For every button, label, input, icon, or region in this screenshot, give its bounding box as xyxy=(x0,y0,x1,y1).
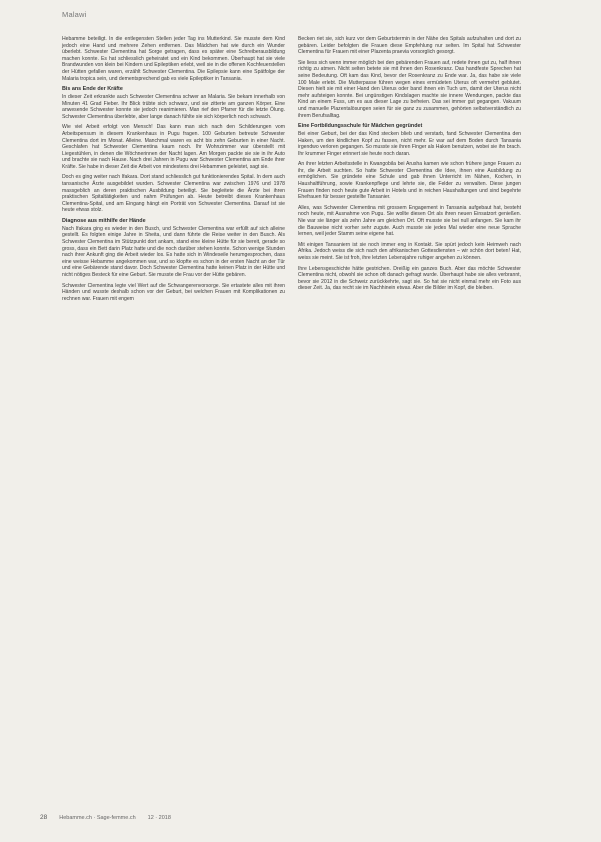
right-column-paragraph: Ihre Lebensgeschichte hätte gestrichen. Dreißig ein ganzes Buch. Aber das möchte Schwester Clementina nicht, obwohl sie schon oft danach gefragt wurde. Überhaupt habe sie alles verbrannt, bevor sie 2012 in die Schweiz zurückkehrte, sagt sie. So hat sie nicht einmal mehr ein Foto aus dieser Zeit. Ja, das recht sie im Nachhinein etwas. Aber die Bilder im Kopf, die bleiben. xyxy=(298,265,521,292)
left-column-paragraph: Hebamme beteiligt. In die entlegensten Stellen jeder Tag ins Mutterkind. Sie musste dem Kind jedoch eine Hand und mehrere Zehen entfernen. Das Mädchen hat wie durch ein Wunder überlebt. Schwester Clementina hat Sorge getragen, dass es später eine Schreiberausbildung machen konnte. Es hat schliesslich geheiratet und ein Kind bekommen. Überhaupt hat sie viele Brandwunden von klein bei Kindern und Epileptiken erlebt, weil sie in die offenen Kochfeuerstellen der Hütten gefallen waren, erzählt Schwester Clementina. Die Epilepsie kann eine Spätfolge der Malaria tropica sein, und dementsprechend gab es viele Epileptiker in Tansania. xyxy=(62,36,285,82)
right-column-heading: Eine Fortbildungsschule für Mädchen gegründet xyxy=(298,123,423,130)
right-column-paragraph: An ihrer letzten Arbeitsstelle in Kwangobila bei Arusha kamen wie schon frühere junge Frauen zu ihr, die Arbeit suchten. So hatte Schwester Clementina die Idee, ihnen eine Ausbildung zu ermöglichen. Sie gründete eine Schule und gab ihnen Unterricht im Nähen, Kochen, in Haushaltführung, sowie Krankenpflege und lehrte sie, die Felder zu verwalten. Diese jungen Frauen finden noch heute gute Arbeit in Hotels und in reichen Haushaltungen und sind begehrte Ehefrauen für besser gestellte Tansanier. xyxy=(298,161,521,201)
left-column-heading: Diagnose aus mithilfe der Hände xyxy=(62,218,146,225)
right-column-paragraph: Becken riet sie, sich kurz vor dem Geburtstermin in der Nähe des Spitals aufzuhalten und dort zu gebären. Leider befolgten die Frauen diese Empfehlung nur selten. Im Spital hat Schwester Clementina für Frauen mit einer Plazenta praevia vorsorglich gesorgt. xyxy=(298,36,521,56)
left-column-paragraph: Nach Ifakara ging es wieder in den Busch, und Schwester Clementina war erfüllt auf sich alleine gestellt. Es folgten einige Jahre in Sheita, und dann führte die Reise weiter in den Busch. Als Schwester Clementina im Stützpunkt dort ankam, stand eine kleine Hütte für sie bereit, gerade so gross, dass ein Bett darin Platz hatte und die noch darüber stehen konnte. Schon wenige Stunden nach ihrer Ankunft ging die Arbeit wieder los. Es hatte sich in Windeseile herumgesprochen, dass eine weisse Hebamme angekommen war, und so klopfte es schon in der ersten Nacht an der Tür und eine Gebärende stand davor. Doch Schwester Clementina hatte keinen Platz in der Hütte und nicht nötiges Besteck für eine Geburt. Sie musste die Frau vor der Hütte gebären. xyxy=(62,225,285,278)
right-column-paragraph: Sie liess sich wenn immer möglich bei den gebärenden Frauen auf, redete ihnen gut zu, half ihnen richtig zu atmen. Nicht selten betete sie mit ihnen den Rosenkranz. Das handfeste Sprechen hat seine Bedeutung. Oft kam das Kind, bevor der Rosenkranz zu Ende war. Ja, das habe sie viele 100 Male erlebt. Die Mutterpasse führen wegen eines ermüdeten Uterus oft vermehrt geblutet. Diesen hielt sie mit einer Hand den Uterus oder band ihnen ein Tuch um, damit der Uterus nicht mehr aufsteigen konnte. Bei ungünstigen Kindslagen machte sie innere Wendungen, packte das Kind an einem Fuss, um es aus dieser Lage zu befreien. Das sei immer gut gegangen. Vakuum und manuelle Plazentalösungen seien für sie ganz zu zusammen, gehörten selbstverständlich zu ihrem Berufsalltag. xyxy=(298,59,521,119)
left-column-paragraph: Wie viel Arbeit erfolgt von Mensch! Das kann man sich nach den Schilderungen vom Arbeitspensum in diesem Krankenhaus in Pugu fragen. 100 Geburten betreute Schwester Clementina dort im Monat. Alleine. Manchmal waren es acht bis zehn Geburten in einer Nacht. Geschlafen hat Schwester Clementina kaum noch. Ihr Wohnzimmer war überstellt mit Liegestühlen, in denen die Wöchnerinnen der Nacht lagen. Am Morgen packte sie sie in ihr Auto und brachte sie nach Hause. Nach drei Jahren in Pugu war Schwester Clementina am Ende ihrer Kräfte. Sie habe in dieser Zeit die Arbeit von mindestens drei Hebammen geleistet, sagt sie. xyxy=(62,124,285,170)
section-label: Malawi xyxy=(62,10,87,19)
page-footer xyxy=(40,814,171,821)
left-column-paragraph: Schwester Clementina legte viel Wert auf die Schwangerenvorsorge. Sie ertastete alles mit ihren Händen und wusste deshalb schon vor der Geburt, bei welchen Frauen mit Komplikationen zu rechnen war. Frauen mit engem xyxy=(62,282,285,302)
page-number: 28 xyxy=(40,814,48,821)
right-column-paragraph: Mit einigen Tansaniern ist sie noch immer eng in Kontakt. Sie spürt jedoch kein Heimweh nach Afrika. Jedoch weiss die sich nach den afrikanischen Gottesdiensten – wir schön dort beten! Hat, weiss sie meint. Sie ist froh, ihre letzten Lebensjahre ruhiger angehen zu können. xyxy=(298,241,521,262)
left-column-heading: Bis ans Ende der Kräfte xyxy=(62,86,123,93)
left-column xyxy=(62,36,285,306)
right-column-paragraph: Alles, was Schwester Clementina mit grossem Engagement in Tansania aufgebaut hat, besteht noch heute, mit Ausnahme von Pugu. Sie wollte diesen Ort als ihren neuen Einsatzort genießen. Nie war sie länger als zehn Jahre am gleichen Ort. Oft musste sie bei null anfangen. Sie kam ihr die Bauweise nicht vorher sehr zugute. Auch musste sie jedes Mal wieder eine neue Sprache lernen, weil jeder Stamm seine eigene hat. xyxy=(298,204,521,238)
left-column-paragraph: In dieser Zeit erkrankte auch Schwester Clementina schwer an Malaria. Sie bekam innerhalb von Minuten 41 Grad Fieber. Ihr Blick trübte sich schwarz, und sie zitterte am ganzen Körper. Eine anwesende Schwester konnte sie jedoch reanimieren. Man rief den Pfarrer für die letzte Ölung. Schwester Clementina überlebte, aber lange danach fühlte sie sich körperlich noch schwach. xyxy=(62,93,285,120)
publication-name: Hebamme.ch · Sage-femme.ch xyxy=(59,814,136,821)
left-column-paragraph: Doch es ging weiter nach Ifakara. Dort stand schliesslich gut funktionierendes Spital. In dem auch tansanische Ärzte ausgebildet wurden. Schwester Clementina war zwischen 1976 und 1978 massgeblich an deren praktischen Ausbildung beteiligt. Sie begleitete die Ärzte bei ihren praktischen Spitaltätigkeiten und nahm Prüfungen ab. Heute betreibt dieses Krankenhaus Clementina-Spital, und am Eingang hängt ein Porträt von Schwester Clementina. Darauf ist sie heute etwas stolz. xyxy=(62,174,285,214)
right-column-paragraph: Bei einer Geburt, bei der das Kind stecken blieb und verstarb, fand Schwester Clementina den Haken, um den kindlichen Kopf zu fassen, nicht mehr. Er war auf dem Boden durch Tansania irgendwo verloren gegangen. So musste sie ihren Finger als Haken benutzen, wobei sie ihn brach. Ihr krummer Finger erinnert sie heute noch daran. xyxy=(298,130,521,157)
issue-number: 12 · 2018 xyxy=(147,814,171,821)
right-column xyxy=(298,36,521,296)
